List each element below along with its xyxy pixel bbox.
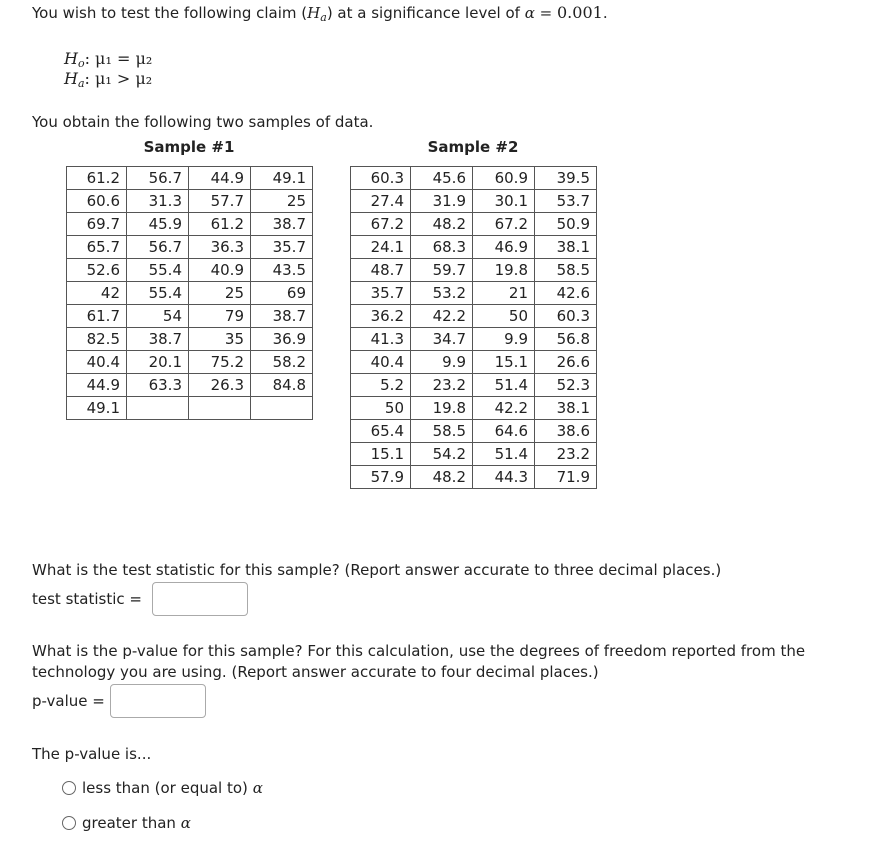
table-row xyxy=(67,374,313,397)
table-cell: 9.9 xyxy=(411,351,473,374)
table-row xyxy=(67,167,313,190)
p-value-input[interactable] xyxy=(110,684,206,718)
table-row xyxy=(67,282,313,305)
table-row xyxy=(67,236,313,259)
table-cell: 25 xyxy=(251,190,313,213)
option-less-than-alpha[interactable] xyxy=(62,779,263,797)
table-cell: 48.2 xyxy=(411,213,473,236)
table-cell: 55.4 xyxy=(127,259,189,282)
table-cell: 48.7 xyxy=(351,259,411,282)
table-row xyxy=(351,167,597,190)
table-cell: 69 xyxy=(251,282,313,305)
alpha-symbol: α xyxy=(524,4,535,22)
table-cell: 79 xyxy=(189,305,251,328)
table-row xyxy=(351,328,597,351)
table-cell: 58.5 xyxy=(535,259,597,282)
table-cell: 69.7 xyxy=(67,213,127,236)
table-cell: 64.6 xyxy=(473,420,535,443)
table-cell: 61.2 xyxy=(189,213,251,236)
table-cell: 54 xyxy=(127,305,189,328)
table-cell: 50 xyxy=(473,305,535,328)
table-cell: 46.9 xyxy=(473,236,535,259)
table-cell: 56.7 xyxy=(127,167,189,190)
table-row xyxy=(67,213,313,236)
table-row xyxy=(351,466,597,489)
table-cell xyxy=(251,397,313,420)
table-cell: 9.9 xyxy=(473,328,535,351)
table-cell: 42.6 xyxy=(535,282,597,305)
table-cell: 51.4 xyxy=(473,443,535,466)
table-cell: 30.1 xyxy=(473,190,535,213)
table-cell: 42.2 xyxy=(411,305,473,328)
p-value-question-line2: technology you are using. (Report answer accurate to four decimal places.) xyxy=(32,663,599,681)
table-cell: 60.6 xyxy=(67,190,127,213)
table-cell: 68.3 xyxy=(411,236,473,259)
test-statistic-input[interactable] xyxy=(152,582,248,616)
table-cell: 50 xyxy=(351,397,411,420)
table-cell: 39.5 xyxy=(535,167,597,190)
option-greater-than-alpha[interactable] xyxy=(62,814,191,832)
p-value-question-line1: What is the p-value for this sample? For this calculation, use the degrees of freedom reported from the xyxy=(32,642,806,660)
table-cell: 31.9 xyxy=(411,190,473,213)
option-greater-than-alpha-symbol: α xyxy=(180,814,191,832)
table-cell: 67.2 xyxy=(473,213,535,236)
table-cell: 15.1 xyxy=(351,443,411,466)
sample2-caption: Sample #2 xyxy=(427,138,519,156)
table-cell: 60.3 xyxy=(351,167,411,190)
table-cell: 15.1 xyxy=(473,351,535,374)
table-cell: 42.2 xyxy=(473,397,535,420)
table-cell: 25 xyxy=(189,282,251,305)
table-row xyxy=(67,259,313,282)
table-cell: 38.7 xyxy=(127,328,189,351)
table-cell: 23.2 xyxy=(535,443,597,466)
table-row xyxy=(351,213,597,236)
table-cell: 43.5 xyxy=(251,259,313,282)
alpha-value: 0.001 xyxy=(557,3,603,22)
intro-text-before: You wish to test the following claim ( xyxy=(32,4,308,22)
test-statistic-question: What is the test statistic for this sample? (Report answer accurate to three decimal places.) xyxy=(32,561,722,579)
null-hypothesis: $H_o$: μ₁ = μ₂ xyxy=(64,49,153,70)
table-cell: 48.2 xyxy=(411,466,473,489)
option-less-than-label: less than (or equal to) xyxy=(82,779,248,797)
table-cell: 67.2 xyxy=(351,213,411,236)
table-cell: 60.3 xyxy=(535,305,597,328)
table-cell: 56.7 xyxy=(127,236,189,259)
table-row xyxy=(67,351,313,374)
table-row xyxy=(67,328,313,351)
table-cell: 36.9 xyxy=(251,328,313,351)
intro-text-middle: ) at a significance level of xyxy=(326,4,525,22)
table-cell: 19.8 xyxy=(473,259,535,282)
table-cell: 26.6 xyxy=(535,351,597,374)
table-cell: 52.6 xyxy=(67,259,127,282)
table-cell: 45.6 xyxy=(411,167,473,190)
p-value-label: p-value = xyxy=(32,692,105,710)
table-cell: 35.7 xyxy=(251,236,313,259)
table-cell: 84.8 xyxy=(251,374,313,397)
radio-greater-than[interactable] xyxy=(62,816,76,830)
table-cell: 58.5 xyxy=(411,420,473,443)
table-row xyxy=(351,259,597,282)
alternative-hypothesis: $H_a$: μ₁ > μ₂ xyxy=(64,69,153,90)
table-cell: 53.7 xyxy=(535,190,597,213)
table-cell: 38.6 xyxy=(535,420,597,443)
table-row xyxy=(351,282,597,305)
table-cell: 49.1 xyxy=(67,397,127,420)
table-cell: 24.1 xyxy=(351,236,411,259)
p-value-comparison-prompt: The p-value is... xyxy=(32,745,152,763)
table-row xyxy=(351,443,597,466)
table-cell: 63.3 xyxy=(127,374,189,397)
table-cell: 40.4 xyxy=(67,351,127,374)
option-less-than-alpha-symbol: α xyxy=(252,779,263,797)
test-statistic-label: test statistic = xyxy=(32,590,142,608)
table-cell: 20.1 xyxy=(127,351,189,374)
table-cell: 42 xyxy=(67,282,127,305)
table-row xyxy=(351,397,597,420)
table-cell: 56.8 xyxy=(535,328,597,351)
table-cell: 61.2 xyxy=(67,167,127,190)
table-cell: 59.7 xyxy=(411,259,473,282)
table-cell: 36.2 xyxy=(351,305,411,328)
table-row xyxy=(351,420,597,443)
table-row xyxy=(67,190,313,213)
table-cell: 58.2 xyxy=(251,351,313,374)
table-cell: 57.7 xyxy=(189,190,251,213)
table-cell: 61.7 xyxy=(67,305,127,328)
table-cell: 44.3 xyxy=(473,466,535,489)
table-cell: 50.9 xyxy=(535,213,597,236)
table-cell: 38.1 xyxy=(535,397,597,420)
table-cell: 38.7 xyxy=(251,213,313,236)
sample1-caption: Sample #1 xyxy=(143,138,235,156)
table-cell: 57.9 xyxy=(351,466,411,489)
table-cell xyxy=(127,397,189,420)
table-cell: 38.7 xyxy=(251,305,313,328)
table-cell: 49.1 xyxy=(251,167,313,190)
sample1-table xyxy=(66,166,313,420)
table-cell: 26.3 xyxy=(189,374,251,397)
table-cell: 19.8 xyxy=(411,397,473,420)
table-cell: 38.1 xyxy=(535,236,597,259)
table-cell: 71.9 xyxy=(535,466,597,489)
table-cell: 27.4 xyxy=(351,190,411,213)
table-row xyxy=(351,305,597,328)
table-cell: 55.4 xyxy=(127,282,189,305)
table-cell: 82.5 xyxy=(67,328,127,351)
table-cell: 44.9 xyxy=(189,167,251,190)
table-cell: 75.2 xyxy=(189,351,251,374)
samples-intro: You obtain the following two samples of data. xyxy=(32,113,374,131)
table-cell: 45.9 xyxy=(127,213,189,236)
equals-sign: = xyxy=(539,4,553,22)
table-cell: 34.7 xyxy=(411,328,473,351)
table-cell: 23.2 xyxy=(411,374,473,397)
table-cell: 40.4 xyxy=(351,351,411,374)
table-cell: 65.4 xyxy=(351,420,411,443)
table-cell: 52.3 xyxy=(535,374,597,397)
table-cell: 51.4 xyxy=(473,374,535,397)
table-cell: 40.9 xyxy=(189,259,251,282)
table-cell: 54.2 xyxy=(411,443,473,466)
table-row xyxy=(67,305,313,328)
table-cell: 31.3 xyxy=(127,190,189,213)
table-row xyxy=(351,374,597,397)
table-row xyxy=(351,190,597,213)
claim-symbol: $H_a$ xyxy=(307,4,327,24)
option-greater-than-label: greater than xyxy=(82,814,176,832)
table-row xyxy=(67,397,313,420)
table-cell: 35 xyxy=(189,328,251,351)
table-cell: 21 xyxy=(473,282,535,305)
sample2-table xyxy=(350,166,597,489)
table-cell: 65.7 xyxy=(67,236,127,259)
table-cell: 41.3 xyxy=(351,328,411,351)
intro-end-period: . xyxy=(602,4,608,22)
table-row xyxy=(351,351,597,374)
intro-text xyxy=(32,3,608,28)
table-cell: 53.2 xyxy=(411,282,473,305)
table-row xyxy=(351,236,597,259)
table-cell: 5.2 xyxy=(351,374,411,397)
table-cell xyxy=(189,397,251,420)
table-cell: 35.7 xyxy=(351,282,411,305)
table-cell: 36.3 xyxy=(189,236,251,259)
table-cell: 60.9 xyxy=(473,167,535,190)
radio-less-than[interactable] xyxy=(62,781,76,795)
table-cell: 44.9 xyxy=(67,374,127,397)
